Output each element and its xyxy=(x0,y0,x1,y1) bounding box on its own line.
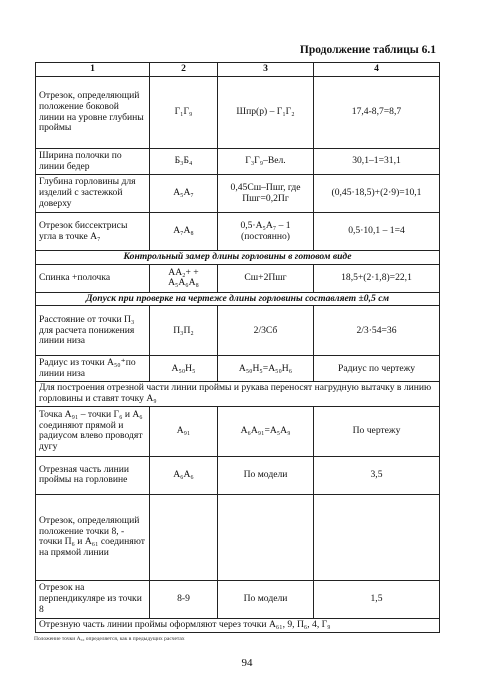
page-number: 94 xyxy=(241,657,253,669)
cell-result: (0,45·18,5)+(2·9)=10,1 xyxy=(314,175,440,213)
cell-result: 3,5 xyxy=(314,456,440,494)
cell-segment: П₃П₂ xyxy=(150,306,218,356)
section-band-row xyxy=(36,251,440,265)
cell-segment: 8-9 xyxy=(150,580,218,618)
cell-description: Отрезок, определяющий положение боковой линии на уровне глубины проймы xyxy=(36,77,150,149)
cell-description: Расстояние от точки П₃ для расчета понижения линии низа xyxy=(36,306,150,356)
cell-result: По чертежу xyxy=(314,406,440,456)
table-header-row xyxy=(36,63,440,77)
section-band-control-measure: Контрольный замер длины горловины в готовом виде xyxy=(36,251,440,265)
header-col-2: 2 xyxy=(150,63,218,77)
section-band-tolerance: Допуск при проверке на чертеже длины горловины составляет ±0,5 см xyxy=(36,292,440,306)
cell-description: Отрезная часть линии проймы на горловине xyxy=(36,456,150,494)
cell-result: 1,5 xyxy=(314,580,440,618)
cell-description: Глубина горловины для изделий с застежкой доверху xyxy=(36,175,150,213)
cell-segment: А₅₀Н₅ xyxy=(150,356,218,382)
table-row xyxy=(36,494,440,580)
cell-result: Радиус по чертежу xyxy=(314,356,440,382)
table-row xyxy=(36,456,440,494)
footnote: Положение точки А₅₀ определяется, как в предыдущих расчетах xyxy=(34,636,185,642)
cell-segment xyxy=(150,494,218,580)
table-row xyxy=(36,264,440,292)
cell-segment: А₆А₆ xyxy=(150,456,218,494)
cell-result: 18,5+(2·1,8)=22,1 xyxy=(314,264,440,292)
cell-segment: АА₂+ + А₅А₆А₈ xyxy=(150,264,218,292)
header-col-1: 1 xyxy=(36,63,150,77)
cell-description: Отрезок, определяющий положение точки 8, - точки П₆ и А₆₁ соединяют на прямой линии xyxy=(36,494,150,580)
calculation-table xyxy=(35,62,440,633)
table-row xyxy=(36,77,440,149)
table-row xyxy=(36,149,440,175)
note-row xyxy=(36,382,440,406)
cell-result: 2/3·54=36 xyxy=(314,306,440,356)
table-row xyxy=(36,306,440,356)
cell-description: Отрезок биссектрисы угла в точке А₇ xyxy=(36,213,150,251)
cell-segment: А₇А₈ xyxy=(150,213,218,251)
cell-description: Радиус из точки А₅₀⁺по линии низа xyxy=(36,356,150,382)
cell-description: Отрезок на перпендикуляре из точки 8 xyxy=(36,580,150,618)
cell-segment: Б₃Б₄ xyxy=(150,149,218,175)
cell-result: 0,5·10,1 – 1=4 xyxy=(314,213,440,251)
cell-result xyxy=(314,494,440,580)
cell-segment: Г₁Г₉ xyxy=(150,77,218,149)
cell-result: 30,1–1=31,1 xyxy=(314,149,440,175)
cell-formula: Шпр(р) – Г₁Г₂ xyxy=(218,77,314,149)
header-col-4: 4 xyxy=(314,63,440,77)
cell-formula: Сш+2Пшг xyxy=(218,264,314,292)
cell-formula: А₆А₉₁=А₅А₉ xyxy=(218,406,314,456)
table-row xyxy=(36,406,440,456)
cell-segment: А₅А₇ xyxy=(150,175,218,213)
note-dart-transfer: Для построения отрезной части линии проймы и рукава переносят нагрудную вытачку в линию горловины и ставят точку А₉ xyxy=(36,382,440,406)
cell-segment: А₉₁ xyxy=(150,406,218,456)
table-row xyxy=(36,213,440,251)
cell-formula xyxy=(218,494,314,580)
table-row xyxy=(36,580,440,618)
cell-formula: А₅₀Н₅=А₅₀Н₆ xyxy=(218,356,314,382)
cell-formula: 2/3Сб xyxy=(218,306,314,356)
note-row xyxy=(36,618,440,632)
cell-formula: 0,5·А₅А₇ – 1 (постоянно) xyxy=(218,213,314,251)
cell-formula: 0,45Сш–Пшг, где Пшг=0,2Пг xyxy=(218,175,314,213)
cell-formula: По модели xyxy=(218,580,314,618)
table-caption: Продолжение таблицы 6.1 xyxy=(299,44,436,56)
cell-description: Точка А₉₁ – точки Г₆ и А₆ соединяют прямой и радиусом влево проводят дугу xyxy=(36,406,150,456)
note-armhole-points: Отрезную часть линии проймы оформляют через точки А₆₁, 9, П₆, 4, Г₉ xyxy=(36,618,440,632)
header-col-3: 3 xyxy=(218,63,314,77)
table-row xyxy=(36,175,440,213)
cell-description: Ширина полочки по линии бедер xyxy=(36,149,150,175)
cell-formula: По модели xyxy=(218,456,314,494)
table-row xyxy=(36,356,440,382)
cell-description: Спинка +полочка xyxy=(36,264,150,292)
section-band-row xyxy=(36,292,440,306)
cell-formula: Г₃Г₉–Вел. xyxy=(218,149,314,175)
cell-result: 17,4-8,7=8,7 xyxy=(314,77,440,149)
